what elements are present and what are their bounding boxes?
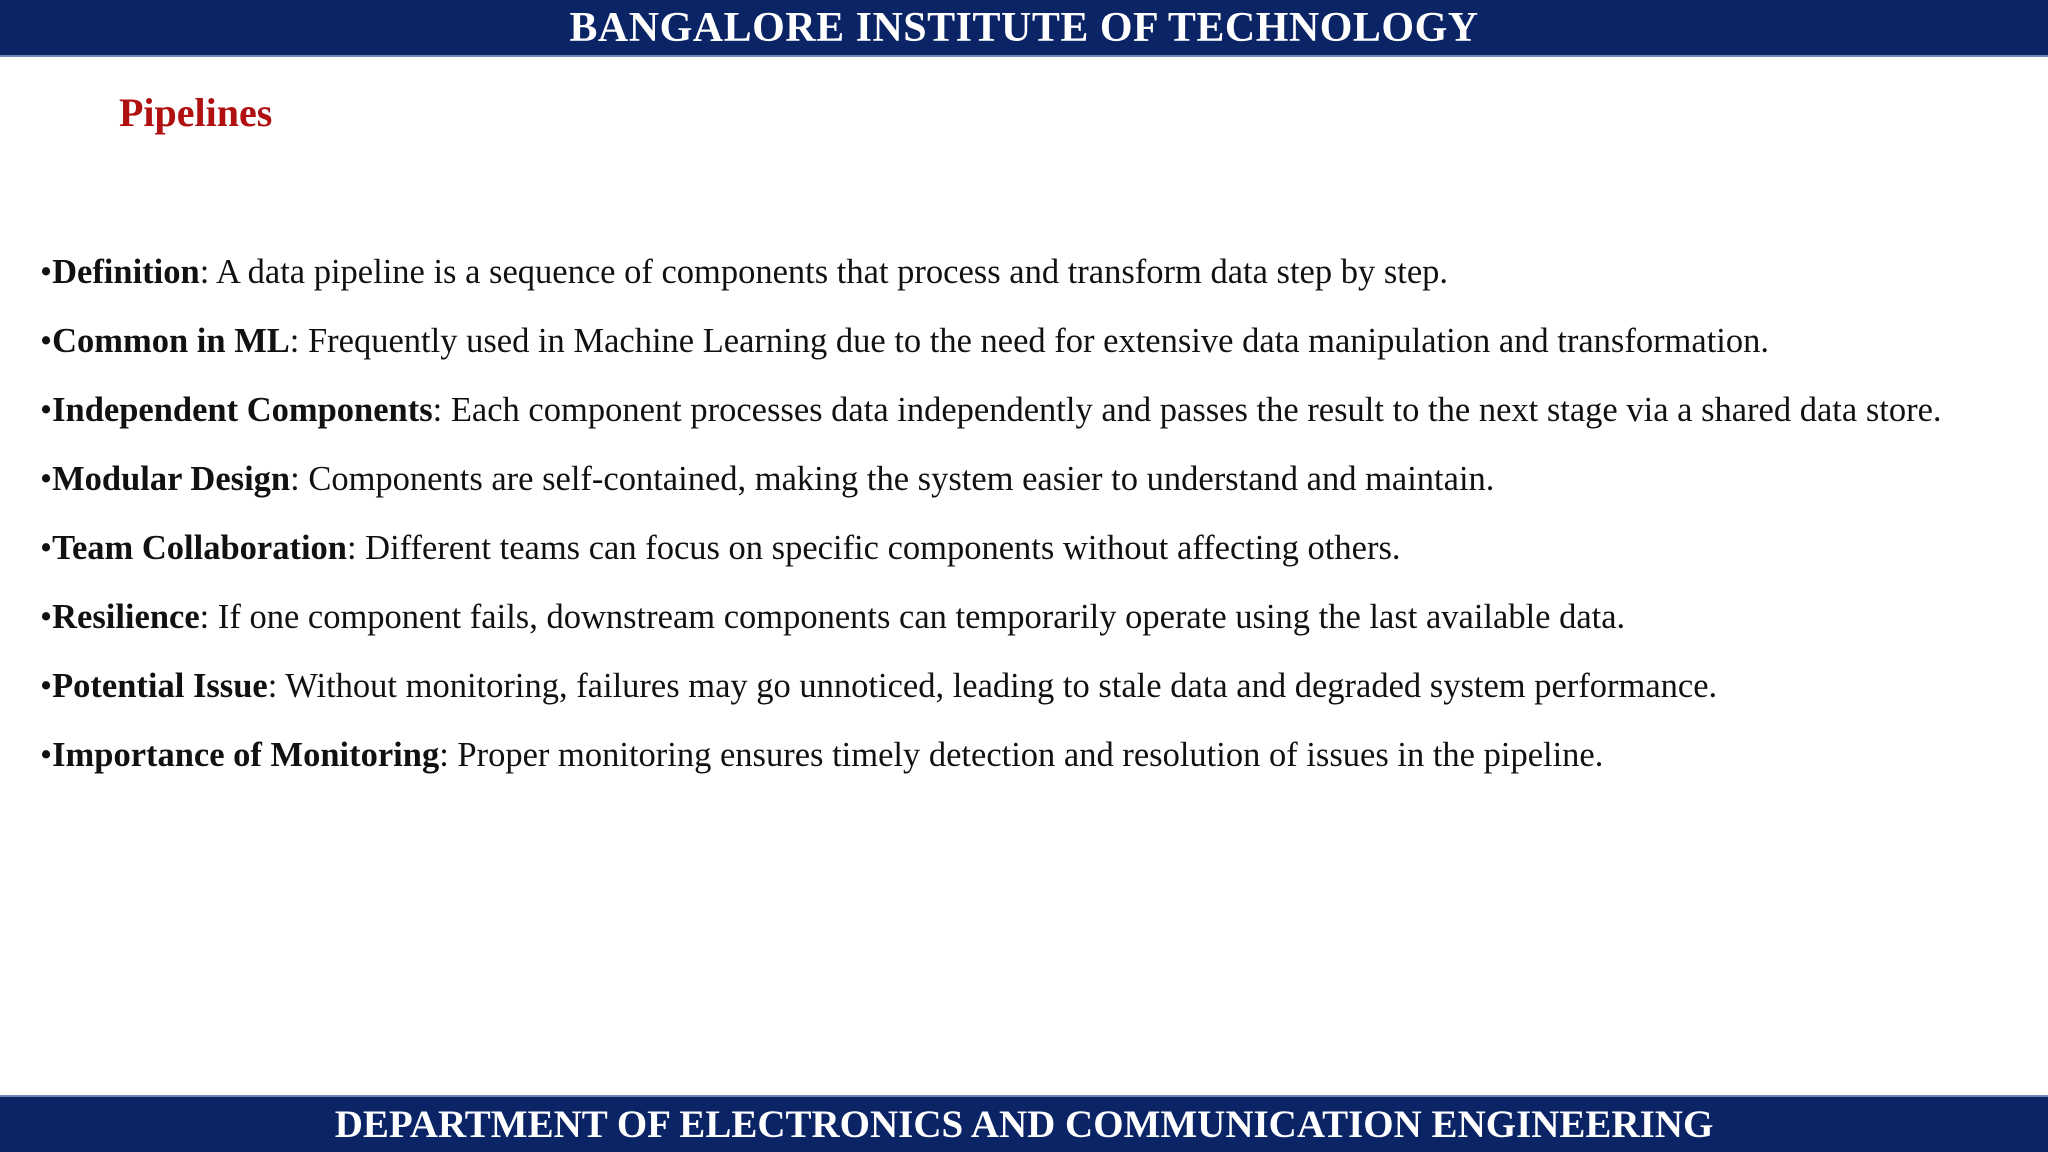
bullet-term: Resilience [52,598,200,636]
bullet-text: : A data pipeline is a sequence of components that process and transform data step by step. [199,253,1449,291]
bullet-term: Team Collaboration [52,529,347,567]
footer-bar [0,1095,2048,1152]
bullet-char: • [40,253,53,291]
bullet-text: : Without monitoring, failures may go unnoticed, leading to stale data and degraded system performance. [267,667,1718,705]
bullet-char: • [40,598,53,636]
bullet-text: : Proper monitoring ensures timely detection and resolution of issues in the pipeline. [439,736,1604,774]
bullet-char: • [40,391,53,429]
bullet-term: Importance of Monitoring [52,736,440,774]
bullet-text: : If one component fails, downstream components can temporarily operate using the last available data. [199,598,1626,636]
bullet-list [40,238,1975,790]
bullet-term: Modular Design [52,460,291,498]
bullet-item [40,721,1975,790]
bullet-item [40,445,1975,514]
bullet-char: • [40,529,53,567]
bullet-char: • [40,322,53,360]
bullet-text: : Different teams can focus on specific components without affecting others. [346,529,1401,567]
bullet-text: : Frequently used in Machine Learning due to the need for extensive data manipulation and transformation. [289,322,1770,360]
department-title: DEPARTMENT OF ELECTRONICS AND COMMUNICATION ENGINEERING [334,1103,1714,1146]
bullet-term: Potential Issue [52,667,268,705]
bullet-char: • [40,736,53,774]
bullet-item [40,238,1975,307]
bullet-item [40,514,1975,583]
bullet-item [40,376,1975,445]
header-bar [0,0,2048,57]
bullet-text: : Components are self-contained, making the system easier to understand and maintain. [290,460,1495,498]
bullet-text: : Each component processes data independently and passes the result to the next stage via a shared data store. [432,391,1942,429]
institute-title: BANGALORE INSTITUTE OF TECHNOLOGY [569,4,1479,51]
bullet-term: Common in ML [52,322,290,360]
slide-title: Pipelines [119,90,273,135]
bullet-term: Independent Components [52,391,433,429]
bullet-char: • [40,460,53,498]
bullet-item [40,307,1975,376]
bullet-term: Definition [52,253,200,291]
bullet-item [40,652,1975,721]
bullet-item [40,583,1975,652]
bullet-char: • [40,667,53,705]
